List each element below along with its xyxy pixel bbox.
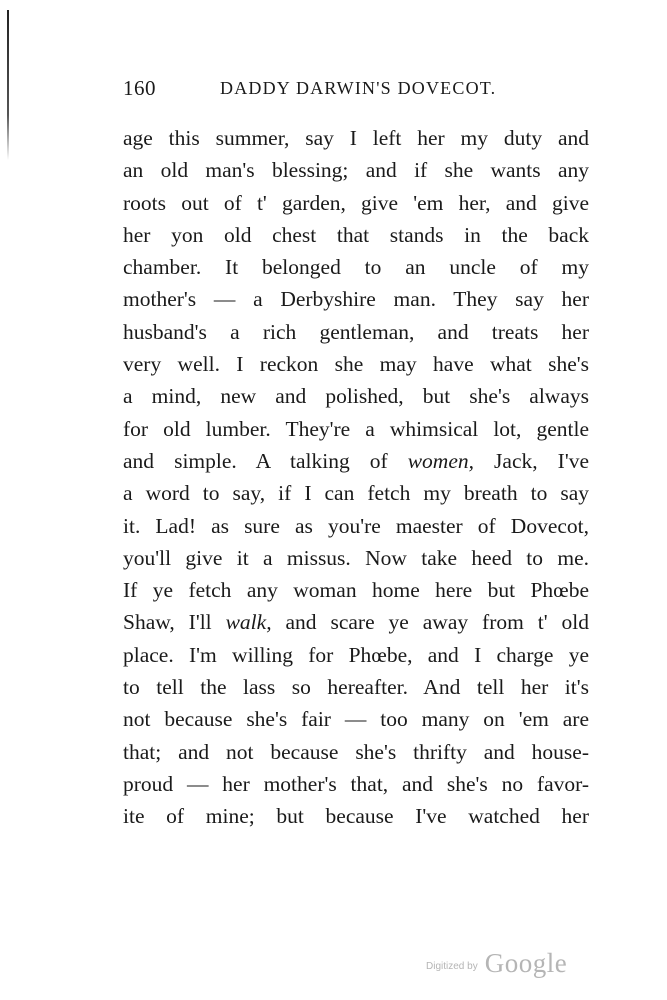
text-segment: Shaw, I'll <box>123 610 226 635</box>
text-line <box>123 800 589 832</box>
running-head-title: DADDY DARWIN'S DOVECOT. <box>220 78 497 98</box>
text-line <box>123 768 589 800</box>
text-line <box>123 283 589 315</box>
text-line <box>123 606 589 638</box>
text-segment: an old man's blessing; and if she wants any <box>123 158 589 183</box>
text-segment: chamber. It belonged to an uncle of my <box>123 255 589 280</box>
text-line <box>123 574 589 606</box>
google-logo: Google <box>484 948 568 978</box>
watermark-prefix: Digitized by <box>426 961 478 972</box>
text-line <box>123 251 589 283</box>
text-segment: roots out of t' garden, give 'em her, and give <box>123 190 589 215</box>
text-line <box>123 639 589 671</box>
text-segment: you'll give it a missus. Now take heed to me. <box>123 545 589 570</box>
running-head <box>123 76 593 106</box>
text-segment: her yon old chest that stands in the back <box>123 222 589 247</box>
text-segment: not because she's fair — too many on 'em are <box>123 707 589 732</box>
text-segment: and scare ye away from t' old <box>271 610 589 635</box>
text-line <box>123 219 589 251</box>
text-line <box>123 348 589 380</box>
text-line <box>123 380 589 412</box>
digitized-by-google-watermark <box>426 948 567 979</box>
italic-word: women, <box>407 448 475 473</box>
text-line <box>123 445 589 477</box>
text-line <box>123 703 589 735</box>
text-segment: to tell the lass so hereafter. And tell her it's <box>123 675 589 700</box>
text-segment: place. I'm willing for Phœbe, and I charge ye <box>123 642 589 667</box>
text-segment: age this summer, say I left her my duty and <box>123 126 589 150</box>
text-segment: very well. I reckon she may have what she's <box>123 352 589 377</box>
text-segment: a mind, new and polished, but she's always <box>123 384 589 409</box>
text-line <box>123 510 589 542</box>
text-segment: Jack, I've <box>474 448 589 473</box>
text-line <box>123 542 589 574</box>
text-segment: that; and not because she's thrifty and house- <box>123 739 589 764</box>
page-number: 160 <box>123 76 156 100</box>
text-segment: and simple. A talking of <box>123 448 408 473</box>
text-line <box>123 122 589 154</box>
text-segment: it. Lad! as sure as you're maester of Dovecot, <box>123 513 589 538</box>
text-segment: proud — her mother's that, and she's no favor- <box>123 771 589 796</box>
text-segment: If ye fetch any woman home here but Phœbe <box>123 578 589 603</box>
text-segment: a word to say, if I can fetch my breath to say <box>123 481 589 506</box>
text-segment: ite of mine; but because I've watched her <box>123 804 589 829</box>
text-line <box>123 154 589 186</box>
text-line <box>123 671 589 703</box>
text-segment: mother's — a Derbyshire man. They say her <box>123 287 589 312</box>
text-line <box>123 187 589 219</box>
scan-edge-line <box>7 10 9 160</box>
italic-word: walk, <box>225 610 272 635</box>
body-text <box>123 122 589 833</box>
text-line <box>123 413 589 445</box>
text-line <box>123 736 589 768</box>
text-line <box>123 477 589 509</box>
text-segment: husband's a rich gentleman, and treats her <box>123 319 589 344</box>
text-segment: for old lumber. They're a whimsical lot, gentle <box>123 416 589 441</box>
text-line <box>123 316 589 348</box>
